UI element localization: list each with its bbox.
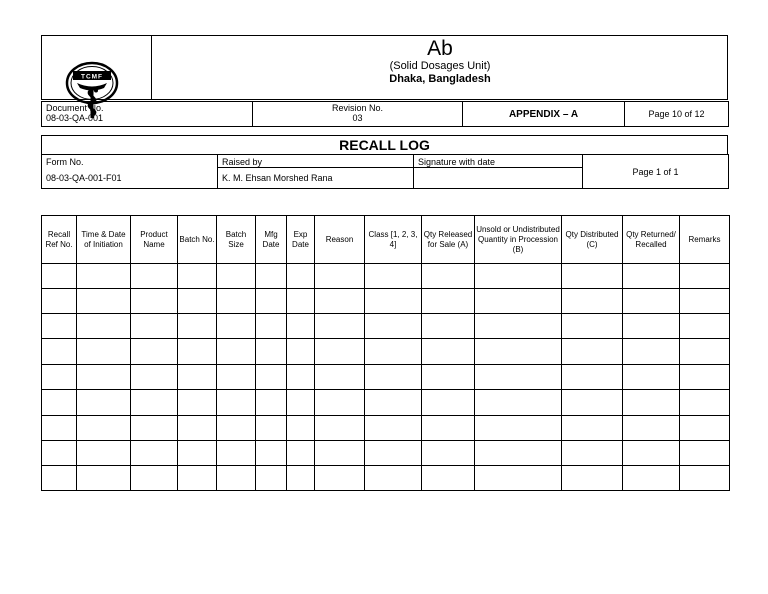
table-cell[interactable]	[217, 339, 256, 365]
table-cell[interactable]	[475, 466, 562, 491]
table-cell[interactable]	[475, 289, 562, 314]
table-cell[interactable]	[256, 339, 287, 365]
table-cell[interactable]	[256, 289, 287, 314]
table-cell[interactable]	[562, 264, 623, 289]
table-cell[interactable]	[131, 365, 178, 390]
table-cell[interactable]	[475, 264, 562, 289]
table-cell[interactable]	[315, 441, 365, 466]
table-row	[42, 289, 730, 314]
form-info-table	[41, 154, 729, 189]
table-cell[interactable]	[623, 339, 680, 365]
col-time-date-initiation: Time & Date of Initiation	[77, 216, 131, 264]
revision-cell	[253, 102, 463, 127]
table-cell[interactable]	[365, 365, 422, 390]
table-cell[interactable]	[680, 314, 730, 339]
signature-label: Signature with date	[414, 155, 583, 168]
table-cell[interactable]	[315, 416, 365, 441]
table-cell[interactable]	[562, 339, 623, 365]
form-title: RECALL LOG	[41, 135, 728, 155]
table-cell[interactable]	[256, 416, 287, 441]
table-cell[interactable]	[422, 264, 475, 289]
col-reason: Reason	[315, 216, 365, 264]
table-cell[interactable]	[287, 466, 315, 491]
table-cell[interactable]	[680, 441, 730, 466]
table-cell[interactable]	[178, 416, 217, 441]
table-cell[interactable]	[77, 441, 131, 466]
table-cell[interactable]	[287, 441, 315, 466]
table-cell[interactable]	[131, 416, 178, 441]
table-cell[interactable]	[178, 339, 217, 365]
table-cell[interactable]	[365, 416, 422, 441]
table-cell[interactable]	[287, 416, 315, 441]
table-cell[interactable]	[217, 466, 256, 491]
table-cell[interactable]	[131, 289, 178, 314]
document-no-label: Document No.	[46, 103, 104, 113]
table-row	[42, 416, 730, 441]
table-cell[interactable]	[623, 416, 680, 441]
table-cell[interactable]	[77, 264, 131, 289]
table-cell[interactable]	[315, 289, 365, 314]
table-cell[interactable]	[42, 339, 77, 365]
form-no-value: 08-03-QA-001-F01	[42, 168, 218, 189]
appendix-cell: APPENDIX – A	[463, 102, 625, 127]
table-cell[interactable]	[217, 390, 256, 416]
table-cell[interactable]	[680, 466, 730, 491]
table-cell[interactable]	[287, 264, 315, 289]
table-cell[interactable]	[475, 339, 562, 365]
table-cell[interactable]	[365, 390, 422, 416]
revision-label: Revision No.	[331, 103, 384, 113]
table-cell[interactable]	[422, 466, 475, 491]
table-cell[interactable]	[217, 365, 256, 390]
table-row	[42, 314, 730, 339]
col-recall-ref-no: Recall Ref No.	[42, 216, 77, 264]
table-cell[interactable]	[475, 314, 562, 339]
table-cell[interactable]	[623, 441, 680, 466]
table-cell[interactable]	[623, 264, 680, 289]
table-row	[42, 264, 730, 289]
table-cell[interactable]	[562, 365, 623, 390]
table-cell[interactable]	[422, 339, 475, 365]
table-cell[interactable]	[256, 441, 287, 466]
table-cell[interactable]	[42, 365, 77, 390]
table-cell[interactable]	[680, 416, 730, 441]
table-cell[interactable]	[42, 416, 77, 441]
col-product-name: Product Name	[131, 216, 178, 264]
table-cell[interactable]	[256, 390, 287, 416]
table-cell[interactable]	[131, 314, 178, 339]
revision-value: 03	[352, 113, 363, 123]
table-cell[interactable]	[178, 365, 217, 390]
table-cell[interactable]	[562, 289, 623, 314]
table-cell[interactable]	[623, 314, 680, 339]
table-cell[interactable]	[217, 441, 256, 466]
document-no-cell	[42, 102, 253, 127]
table-cell[interactable]	[178, 314, 217, 339]
table-cell[interactable]	[256, 365, 287, 390]
table-cell[interactable]	[475, 441, 562, 466]
table-cell[interactable]	[42, 289, 77, 314]
table-cell[interactable]	[315, 339, 365, 365]
table-cell[interactable]	[178, 264, 217, 289]
raised-by-label: Raised by	[218, 155, 414, 168]
table-cell[interactable]	[365, 289, 422, 314]
unit-name: (Solid Dosages Unit)	[389, 60, 491, 72]
table-cell[interactable]	[178, 466, 217, 491]
table-cell[interactable]	[77, 466, 131, 491]
table-cell[interactable]	[365, 314, 422, 339]
table-cell[interactable]	[422, 416, 475, 441]
table-cell[interactable]	[131, 339, 178, 365]
table-cell[interactable]	[562, 466, 623, 491]
table-cell[interactable]	[562, 390, 623, 416]
table-cell[interactable]	[178, 390, 217, 416]
col-qty-returned: Qty Returned/ Recalled	[623, 216, 680, 264]
table-cell[interactable]	[217, 416, 256, 441]
col-qty-released: Qty Released for Sale (A)	[422, 216, 475, 264]
col-remarks: Remarks	[680, 216, 730, 264]
table-row	[42, 390, 730, 416]
document-info-table	[41, 101, 729, 127]
table-cell[interactable]	[77, 390, 131, 416]
recall-log-table	[41, 215, 730, 491]
table-cell[interactable]	[131, 390, 178, 416]
table-row	[42, 441, 730, 466]
table-cell[interactable]	[178, 441, 217, 466]
table-cell[interactable]	[131, 264, 178, 289]
table-cell[interactable]	[315, 365, 365, 390]
col-batch-no: Batch No.	[178, 216, 217, 264]
table-cell[interactable]	[680, 390, 730, 416]
page-of-document: Page 10 of 12	[625, 102, 729, 127]
table-cell[interactable]	[77, 314, 131, 339]
table-cell[interactable]	[562, 314, 623, 339]
table-cell[interactable]	[256, 264, 287, 289]
table-cell[interactable]	[365, 264, 422, 289]
table-row	[42, 339, 730, 365]
col-unsold-qty: Unsold or Undistributed Quantity in Procession (B)	[475, 216, 562, 264]
table-cell[interactable]	[315, 390, 365, 416]
table-cell[interactable]	[422, 365, 475, 390]
table-cell[interactable]	[77, 339, 131, 365]
table-cell[interactable]	[42, 314, 77, 339]
table-cell[interactable]	[475, 365, 562, 390]
table-cell[interactable]	[623, 390, 680, 416]
col-batch-size: Batch Size	[217, 216, 256, 264]
table-cell[interactable]	[131, 441, 178, 466]
table-cell[interactable]	[365, 466, 422, 491]
table-cell[interactable]	[287, 339, 315, 365]
table-cell[interactable]	[562, 416, 623, 441]
form-no-label: Form No.	[42, 155, 218, 168]
table-row	[42, 466, 730, 491]
col-mfg-date: Mfg Date	[256, 216, 287, 264]
table-cell[interactable]	[680, 339, 730, 365]
table-cell[interactable]	[365, 441, 422, 466]
form-page: Page 1 of 1	[583, 155, 729, 189]
table-cell[interactable]	[422, 390, 475, 416]
logo-lettering: TCMF	[80, 73, 104, 81]
table-cell[interactable]	[131, 466, 178, 491]
company-location: Dhaka, Bangladesh	[389, 73, 491, 85]
table-cell[interactable]	[42, 390, 77, 416]
table-cell[interactable]	[77, 416, 131, 441]
table-cell[interactable]	[42, 264, 77, 289]
table-cell[interactable]	[77, 289, 131, 314]
document-no-value: 08-03-QA-001	[46, 113, 104, 123]
table-cell[interactable]	[623, 365, 680, 390]
table-cell[interactable]	[422, 314, 475, 339]
table-cell[interactable]	[256, 314, 287, 339]
table-cell[interactable]	[217, 264, 256, 289]
col-exp-date: Exp Date	[287, 216, 315, 264]
table-cell[interactable]	[287, 314, 315, 339]
table-cell[interactable]	[287, 390, 315, 416]
table-cell[interactable]	[287, 289, 315, 314]
table-cell[interactable]	[680, 289, 730, 314]
table-cell[interactable]	[256, 466, 287, 491]
table-cell[interactable]	[422, 289, 475, 314]
col-qty-distributed: Qty Distributed (C)	[562, 216, 623, 264]
col-class: Class [1, 2, 3, 4]	[365, 216, 422, 264]
raised-by-value: K. M. Ehsan Morshed Rana	[218, 168, 414, 189]
table-cell[interactable]	[42, 441, 77, 466]
table-cell[interactable]	[422, 441, 475, 466]
table-cell[interactable]	[287, 365, 315, 390]
table-cell[interactable]	[475, 416, 562, 441]
table-cell[interactable]	[77, 365, 131, 390]
table-cell[interactable]	[680, 264, 730, 289]
table-cell[interactable]	[42, 466, 77, 491]
table-cell[interactable]	[315, 466, 365, 491]
table-cell[interactable]	[680, 365, 730, 390]
table-cell[interactable]	[623, 289, 680, 314]
table-row	[42, 365, 730, 390]
company-name: Ab	[427, 37, 453, 60]
table-cell[interactable]	[315, 314, 365, 339]
table-cell[interactable]	[315, 264, 365, 289]
table-cell[interactable]	[178, 289, 217, 314]
table-cell[interactable]	[475, 390, 562, 416]
table-cell[interactable]	[623, 466, 680, 491]
table-cell[interactable]	[217, 289, 256, 314]
table-cell[interactable]	[217, 314, 256, 339]
table-header-row	[42, 216, 730, 264]
signature-value	[414, 168, 583, 189]
table-cell[interactable]	[365, 339, 422, 365]
table-cell[interactable]	[562, 441, 623, 466]
